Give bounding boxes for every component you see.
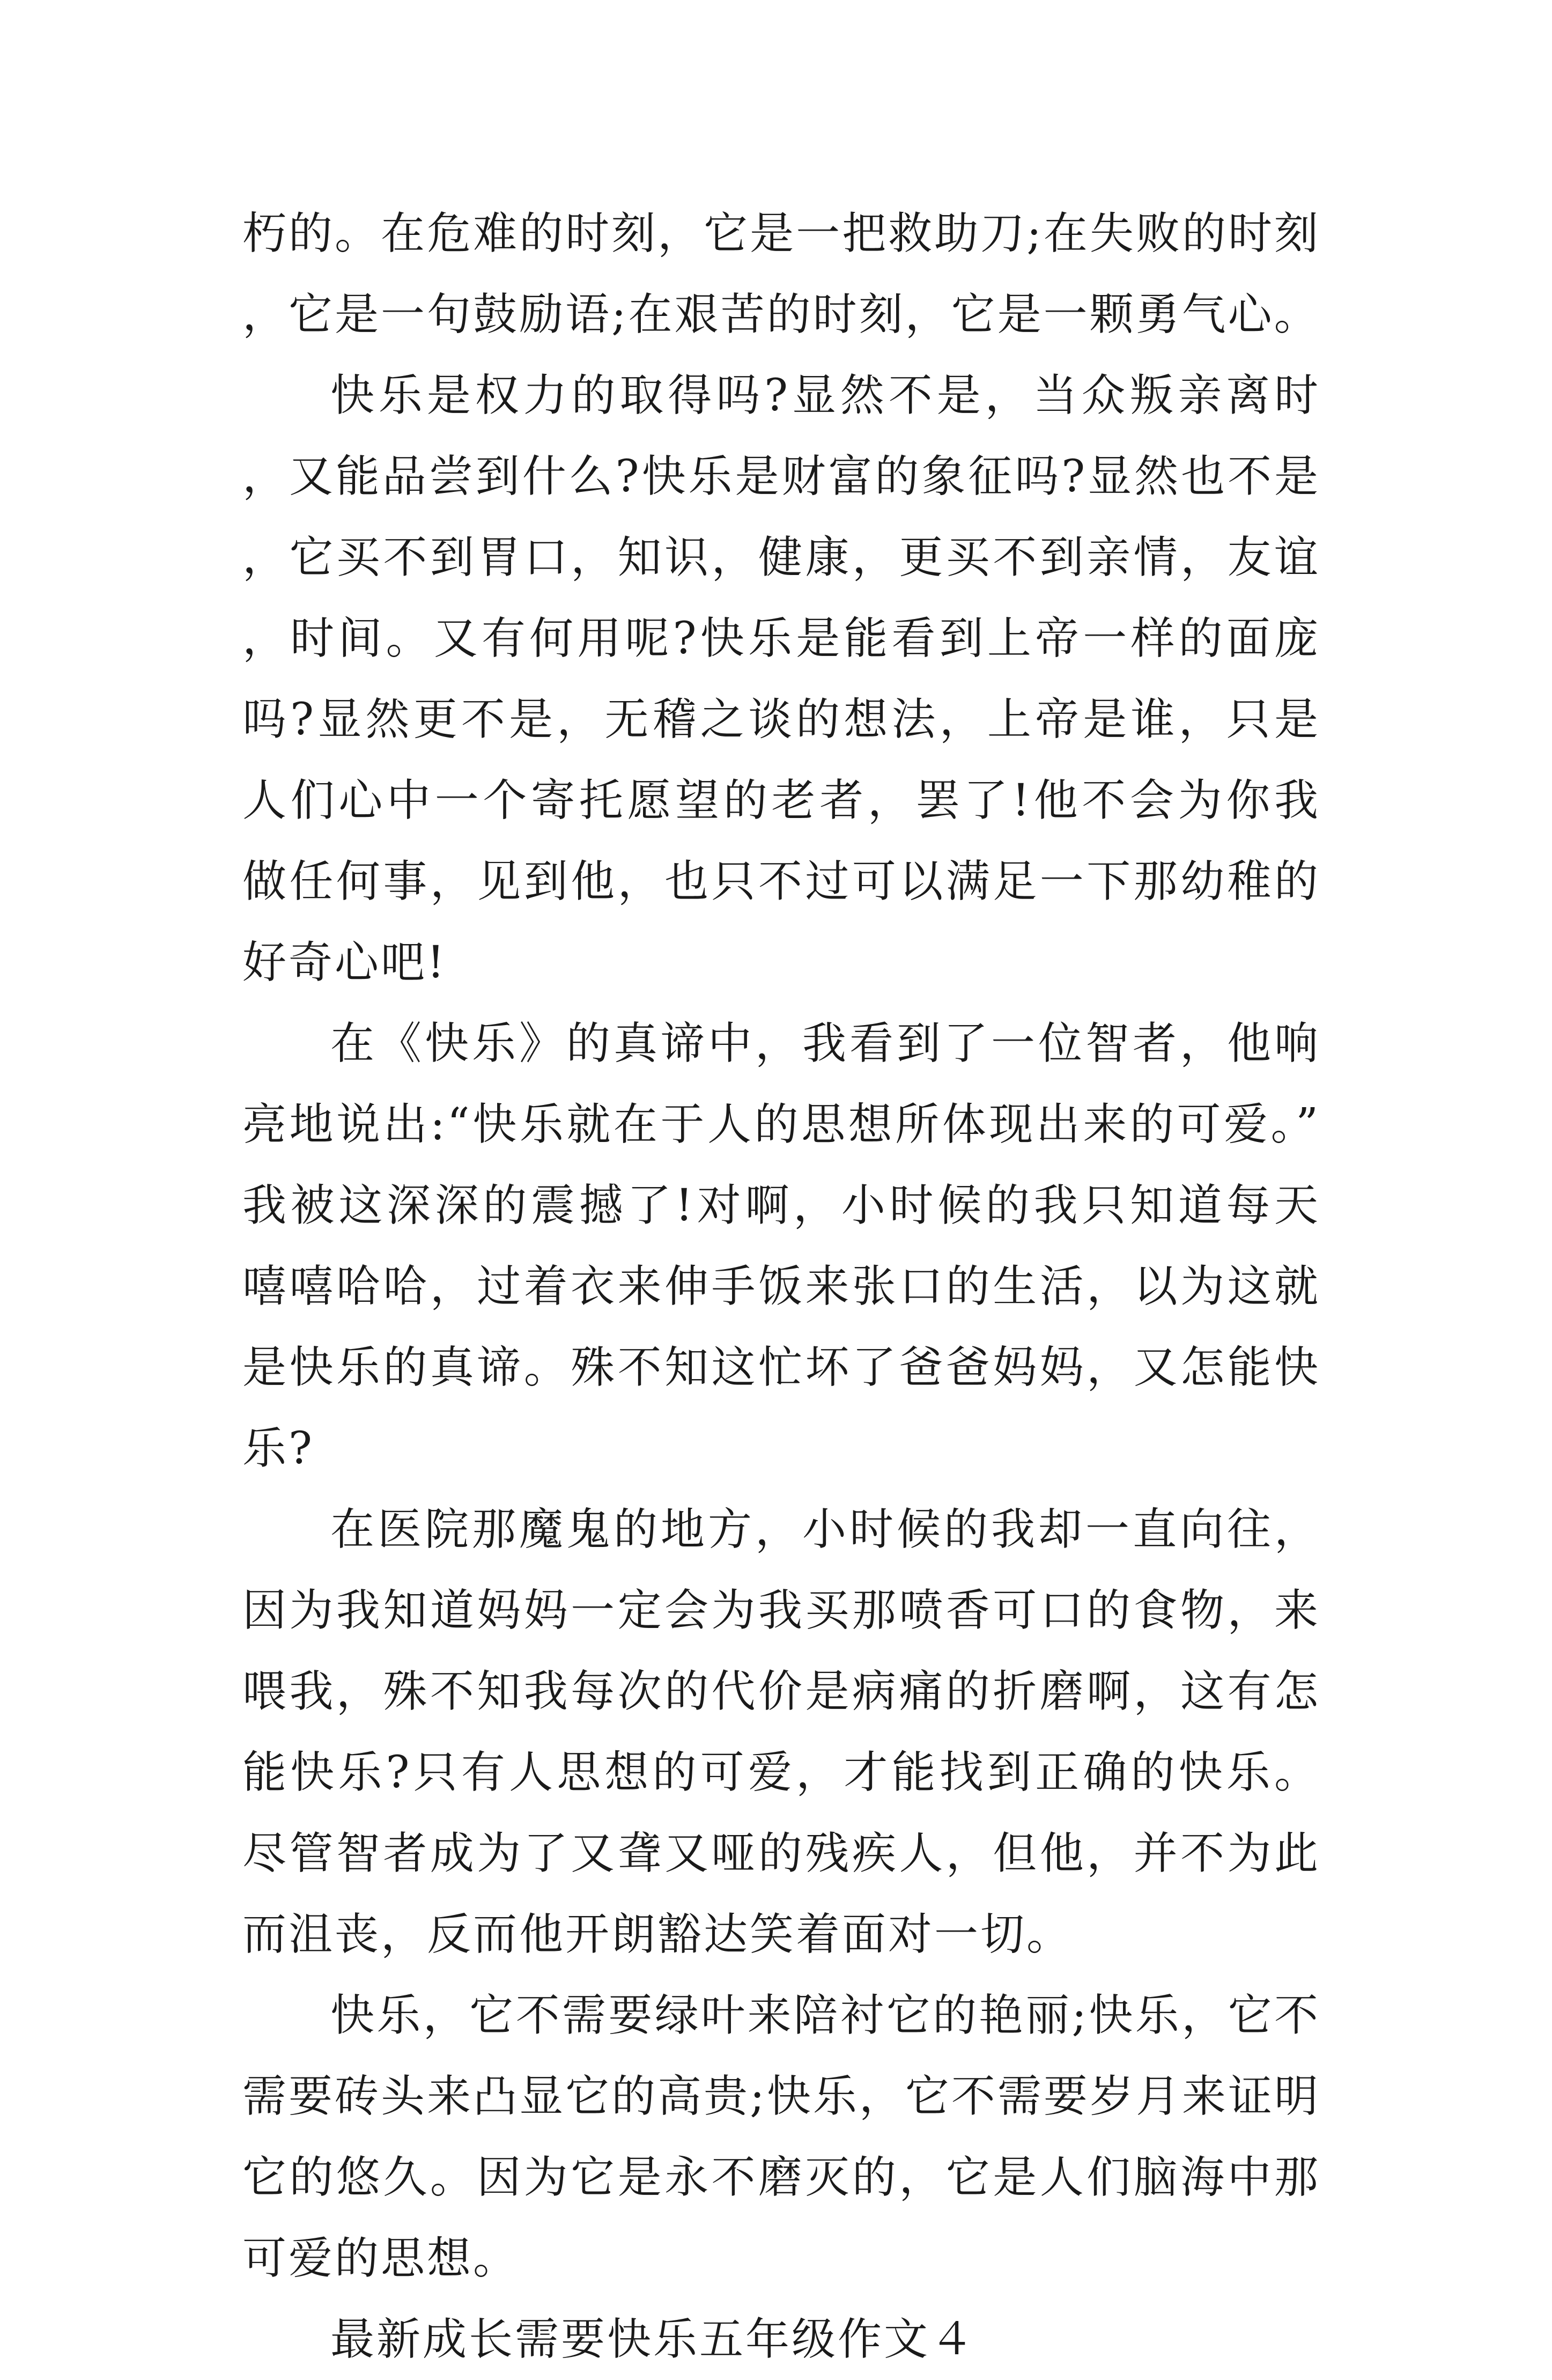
section-heading: 最新成长需要快乐五年级作文４ [330, 2314, 977, 2365]
document-body [242, 193, 1320, 2380]
paragraph-hospital: 在医院那魔鬼的地方，小时候的我却一直向往，因为我知道妈妈一定会为我买那喷香可口的食物，来喂我，殊不知我每次的代价是病痛的折磨啊，这有怎能快乐?只有人思想的可爱，才能找到正确的快乐。尽管智者成为了又聋又哑的残疾人，但他，并不为此而沮丧，反而他开朗豁达笑着面对一切。 [242, 1504, 1320, 1960]
paragraph-happiness-questions: 快乐是权力的取得吗?显然不是，当众叛亲离时，又能品尝到什么?快乐是财富的象征吗?显然也不是，它买不到胃口，知识，健康，更买不到亲情，友谊，时间。又有何用呢?快乐是能看到上帝一样的面庞吗?显然更不是，无稽之谈的想法，上帝是谁，只是人们心中一个寄托愿望的老者，罢了!他不会为你我做任何事，见到他，也只不过可以满足一下那幼稚的好奇心吧! [242, 370, 1320, 988]
paragraph-wise-man: 在《快乐》的真谛中，我看到了一位智者，他响亮地说出:“快乐就在于人的思想所体现出来的可爱。”我被这深深的震撼了!对啊，小时候的我只知道每天嘻嘻哈哈，过着衣来伸手饭来张口的生活，以为这就是快乐的真谛。殊不知这忙坏了爸爸妈妈，又怎能快乐? [242, 1018, 1320, 1474]
paragraph-conclusion: 快乐，它不需要绿叶来陪衬它的艳丽;快乐，它不需要砖头来凸显它的高贵;快乐，它不需要岁月来证明它的悠久。因为它是永不磨灭的，它是人们脑海中那可爱的思想。 [242, 1990, 1320, 2284]
paragraph-continuation: 朽的。在危难的时刻，它是一把救助刀;在失败的时刻，它是一句鼓励语;在艰苦的时刻，它是一颗勇气心。 [242, 208, 1320, 340]
